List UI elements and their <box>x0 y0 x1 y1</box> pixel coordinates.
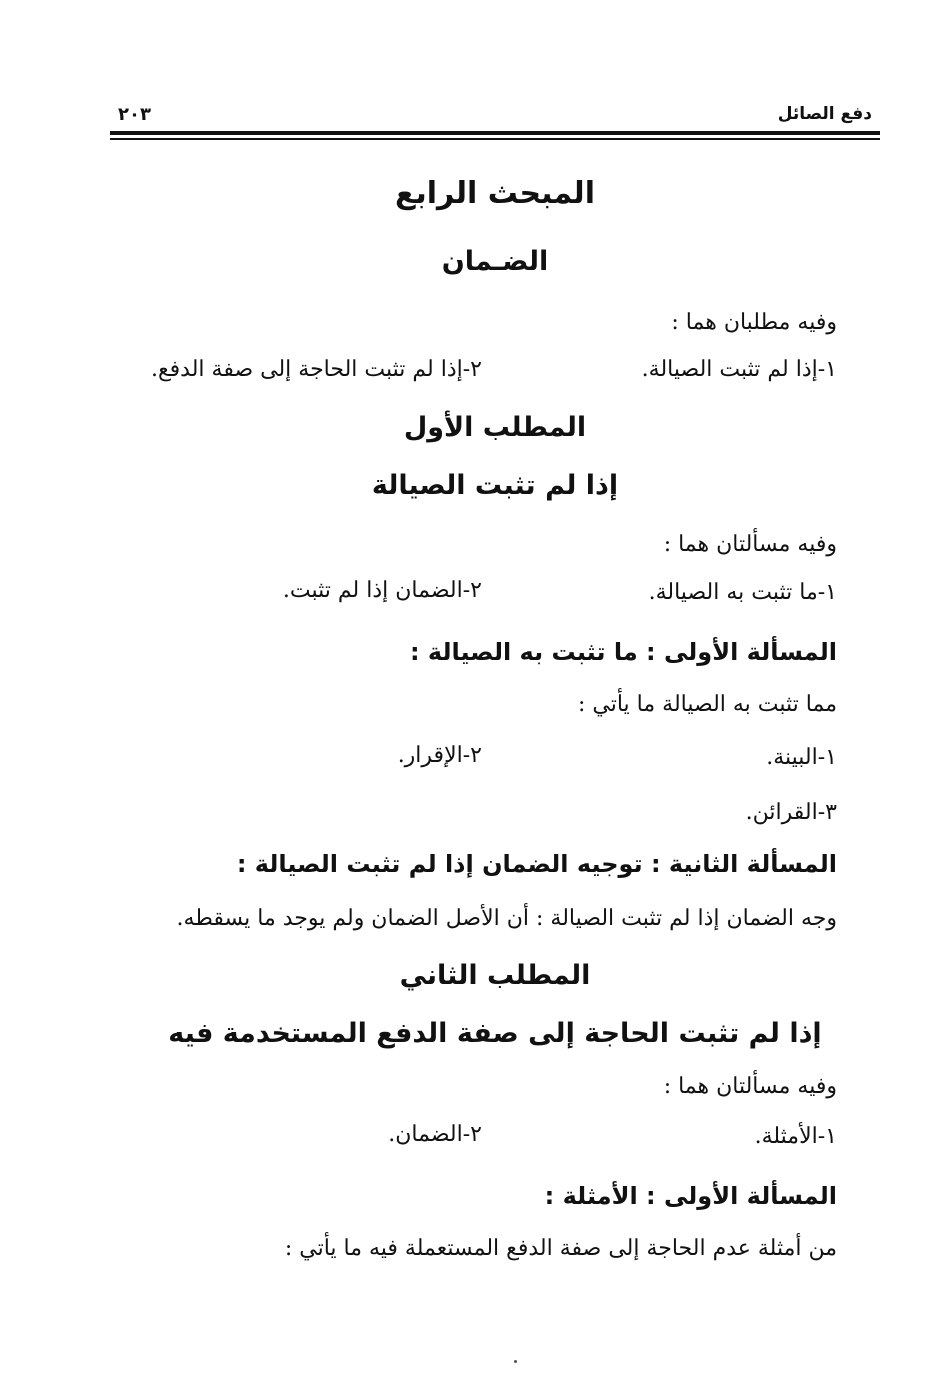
section-title: المبحث الرابع <box>395 176 595 211</box>
header-rule-thick <box>110 131 880 135</box>
matlab2-masala1-intro: من أمثلة عدم الحاجة إلى صفة الدفع المستعملة فيه ما يأتي : <box>284 1236 837 1261</box>
matlab2-item-1: ١-الأمثلة. <box>754 1124 837 1149</box>
section-item-1: ١-إذا لم تثبت الصيالة. <box>641 357 837 382</box>
matlab1-intro: وفيه مسألتان هما : <box>663 532 837 557</box>
section-item-2: ٢-إذا لم تثبت الحاجة إلى صفة الدفع. <box>150 357 482 382</box>
masala2-heading: المسألة الثانية : توجيه الضمان إذا لم تثبت الصيالة : <box>236 850 837 878</box>
masala2-text: وجه الضمان إذا لم تثبت الصيالة : أن الأصل الضمان ولم يوجد ما يسقطه. <box>176 906 837 931</box>
masala1-item-1: ١-البينة. <box>766 745 837 770</box>
matlab1-item-2: ٢-الضمان إذا لم تثبت. <box>282 578 482 603</box>
header-rule-thin <box>110 138 880 140</box>
scan-speck <box>514 1360 517 1363</box>
running-header <box>110 104 880 130</box>
page-number: ٢٠٣ <box>118 104 151 125</box>
section-subtitle: الضـمان <box>441 246 549 277</box>
matlab2-masala1-heading: المسألة الأولى : الأمثلة : <box>544 1182 837 1210</box>
book-title: دفع الصائل <box>777 104 872 124</box>
masala1-item-3: ٣-القرائن. <box>745 800 837 825</box>
section-intro: وفيه مطلبان هما : <box>671 310 837 335</box>
masala1-intro: مما تثبت به الصيالة ما يأتي : <box>577 692 837 717</box>
matlab2-intro: وفيه مسألتان هما : <box>663 1074 837 1099</box>
matlab1-subtitle: إذا لم تثبت الصيالة <box>371 470 619 501</box>
matlab2-item-2: ٢-الضمان. <box>388 1122 482 1147</box>
matlab1-title: المطلب الأول <box>403 412 587 443</box>
masala1-heading: المسألة الأولى : ما تثبت به الصيالة : <box>409 638 837 666</box>
matlab2-subtitle: إذا لم تثبت الحاجة إلى صفة الدفع المستخدمة فيه <box>168 1018 822 1049</box>
matlab2-title: المطلب الثاني <box>399 960 591 991</box>
masala1-item-2: ٢-الإقرار. <box>397 743 482 768</box>
matlab1-item-1: ١-ما تثبت به الصيالة. <box>648 580 837 605</box>
